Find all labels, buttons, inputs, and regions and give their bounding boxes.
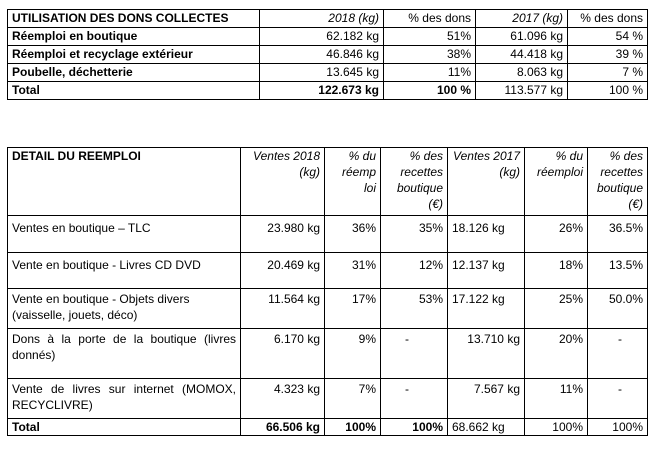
cell: 13.710 kg (448, 329, 525, 379)
cell: 9% (325, 329, 381, 379)
row-label: Réemploi en boutique (8, 28, 260, 46)
cell: 25% (525, 289, 588, 329)
table-title: DETAIL DU REEMPLOI (8, 148, 241, 216)
row-label: Vente en boutique - Objets divers (vaisselle, jouets, déco) (8, 289, 241, 329)
cell: 54 % (568, 28, 648, 46)
cell: 7 % (568, 64, 648, 82)
table-row (8, 379, 648, 419)
cell: - (588, 379, 648, 419)
cell: 35% (381, 216, 448, 253)
cell: 23.980 kg (241, 216, 325, 253)
cell: - (381, 379, 448, 419)
cell: 38% (384, 46, 476, 64)
column-header: 2017 (kg) (476, 10, 568, 28)
column-header: % du réemp loi (325, 148, 381, 216)
column-header: % des dons (384, 10, 476, 28)
cell: 50.0% (588, 289, 648, 329)
cell: 12.137 kg (448, 253, 525, 289)
cell: - (588, 329, 648, 379)
total-cell: 122.673 kg (260, 82, 384, 100)
table-row (8, 46, 648, 64)
cell: 6.170 kg (241, 329, 325, 379)
cell: 11% (525, 379, 588, 419)
total-cell: 100 % (384, 82, 476, 100)
dons-utilisation-table (7, 9, 648, 100)
total-cell: 113.577 kg (476, 82, 568, 100)
cell: 7.567 kg (448, 379, 525, 419)
cell: 61.096 kg (476, 28, 568, 46)
cell: 20.469 kg (241, 253, 325, 289)
column-header: % des dons (568, 10, 648, 28)
cell: 17% (325, 289, 381, 329)
cell: 36% (325, 216, 381, 253)
cell: 51% (384, 28, 476, 46)
cell: 7% (325, 379, 381, 419)
table-row (8, 329, 648, 379)
cell: 36.5% (588, 216, 648, 253)
cell: 44.418 kg (476, 46, 568, 64)
cell: 39 % (568, 46, 648, 64)
cell: 4.323 kg (241, 379, 325, 419)
total-label: Total (8, 419, 241, 436)
cell: 8.063 kg (476, 64, 568, 82)
total-cell: 100% (325, 419, 381, 436)
total-label: Total (8, 82, 260, 100)
cell: 46.846 kg (260, 46, 384, 64)
total-cell: 100 % (568, 82, 648, 100)
cell: 12% (381, 253, 448, 289)
cell: 13.5% (588, 253, 648, 289)
table-row (8, 289, 648, 329)
cell: 18.126 kg (448, 216, 525, 253)
table-total-row (8, 419, 648, 436)
cell: 11.564 kg (241, 289, 325, 329)
column-header: Ventes 2017 (kg) (448, 148, 525, 216)
total-cell: 100% (588, 419, 648, 436)
table-row (8, 28, 648, 46)
table-row (8, 216, 648, 253)
row-label: Réemploi et recyclage extérieur (8, 46, 260, 64)
table-header-row (8, 10, 648, 28)
total-cell: 100% (525, 419, 588, 436)
row-label: Vente de livres sur internet (MOMOX, RECYCLIVRE) (8, 379, 241, 419)
row-label: Ventes en boutique – TLC (8, 216, 241, 253)
cell: 31% (325, 253, 381, 289)
cell: 17.122 kg (448, 289, 525, 329)
total-cell: 66.506 kg (241, 419, 325, 436)
cell: 13.645 kg (260, 64, 384, 82)
column-header: 2018 (kg) (260, 10, 384, 28)
table-total-row (8, 82, 648, 100)
table-row (8, 64, 648, 82)
cell: 62.182 kg (260, 28, 384, 46)
row-label: Poubelle, déchetterie (8, 64, 260, 82)
column-header: % des recettes boutique (€) (381, 148, 448, 216)
table-header-row (8, 148, 648, 216)
row-label: Dons à la porte de la boutique (livres donnés) (8, 329, 241, 379)
cell: 20% (525, 329, 588, 379)
cell: 26% (525, 216, 588, 253)
cell: 18% (525, 253, 588, 289)
column-header: Ventes 2018 (kg) (241, 148, 325, 216)
cell: 11% (384, 64, 476, 82)
table-title: UTILISATION DES DONS COLLECTES (8, 10, 260, 28)
table-row (8, 253, 648, 289)
cell: - (381, 329, 448, 379)
cell: 53% (381, 289, 448, 329)
row-label: Vente en boutique - Livres CD DVD (8, 253, 241, 289)
total-cell: 100% (381, 419, 448, 436)
total-cell: 68.662 kg (448, 419, 525, 436)
reemploi-detail-table (7, 147, 648, 436)
column-header: % des recettes boutique (€) (588, 148, 648, 216)
column-header: % du réemploi (525, 148, 588, 216)
